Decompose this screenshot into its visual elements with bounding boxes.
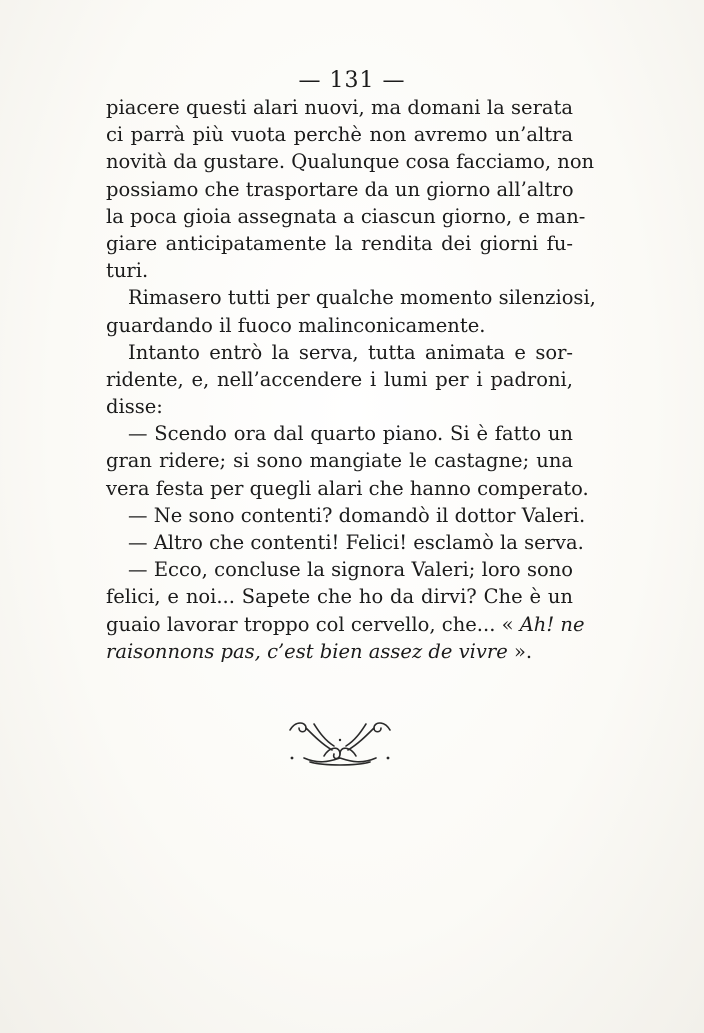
text-line: gran ridere; si sono mangiate le castagne; una	[106, 449, 573, 473]
text-line: turi.	[106, 259, 149, 283]
text-italic: raisonnons pas, c’est bien assez de vivre	[106, 639, 508, 663]
flourish-ornament-icon	[284, 716, 396, 768]
text-italic: Ah! ne	[519, 612, 585, 636]
text-line: ci parrà più vuota perchè non avremo un’altra	[106, 123, 573, 147]
text-line: — Scendo ora dal quarto piano. Si è fatto un	[128, 422, 573, 446]
text-line: giare anticipatamente la rendita dei giorni fu-	[106, 231, 573, 255]
text-line: Intanto entrò la serva, tutta animata e sor-	[128, 340, 573, 364]
text-line-mixed	[106, 611, 585, 638]
text-line: Rimasero tutti per qualche momento silenziosi,	[128, 286, 596, 310]
text-roman: ».	[507, 639, 533, 663]
text-roman: guaio lavorar troppo col cervello, che... «	[106, 612, 520, 636]
text-line: — Ne sono contenti? domandò il dottor Valeri.	[128, 503, 586, 527]
text-line: ridente, e, nell’accendere i lumi per i padroni,	[106, 367, 573, 391]
text-line: guardando il fuoco malinconicamente.	[106, 313, 486, 337]
text-line-mixed	[106, 638, 573, 665]
text-line: possiamo che trasportare da un giorno all’altro	[106, 177, 574, 201]
body-text	[106, 94, 596, 665]
text-line: la poca gioia assegnata a ciascun giorno, e man-	[106, 204, 586, 228]
text-line: felici, e noi... Sapete che ho da dirvi? Che è un	[106, 585, 573, 609]
text-line: — Ecco, concluse la signora Valeri; loro sono	[128, 558, 573, 582]
text-line: — Altro che contenti! Felici! esclamò la serva.	[128, 531, 584, 554]
text-line: piacere questi alari nuovi, ma domani la serata	[106, 96, 573, 119]
text-line: novità da gustare. Qualunque cosa facciamo, non	[106, 150, 595, 174]
text-line: vera festa per quegli alari che hanno comperato.	[106, 476, 589, 500]
text-line: disse:	[106, 395, 163, 419]
page-number: — 131 —	[298, 68, 406, 93]
